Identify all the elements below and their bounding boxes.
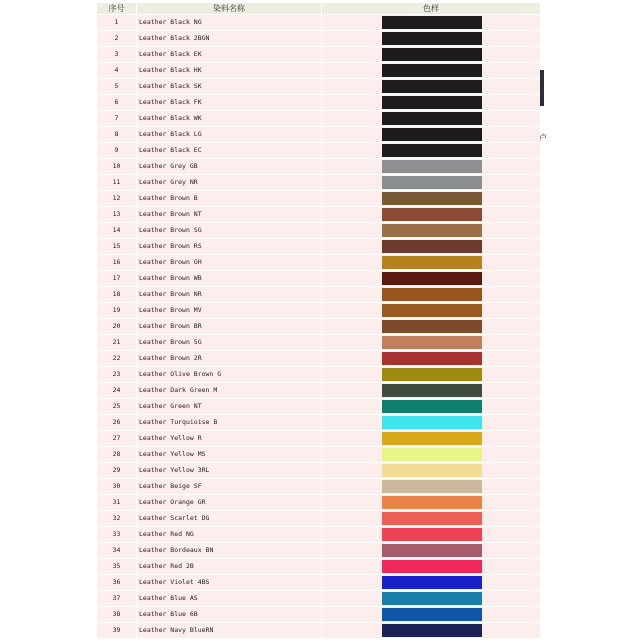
color-sample-cell: [322, 447, 541, 463]
table-row: [97, 575, 541, 591]
table-row: [97, 463, 541, 479]
color-swatch: [382, 112, 482, 125]
header-row: [97, 3, 541, 15]
color-swatch: [382, 176, 482, 189]
dye-name: Leather Yellow MS: [137, 447, 322, 463]
color-swatch: [382, 144, 482, 157]
color-sample-cell: [322, 495, 541, 511]
color-swatch: [382, 192, 482, 205]
row-number: 28: [97, 447, 137, 463]
table-row: [97, 15, 541, 31]
table-row: [97, 303, 541, 319]
table-row: [97, 143, 541, 159]
table-row: [97, 495, 541, 511]
table-row: [97, 111, 541, 127]
row-number: 25: [97, 399, 137, 415]
dye-name: Leather Yellow 3RL: [137, 463, 322, 479]
dye-name: Leather Brown B: [137, 191, 322, 207]
color-swatch: [382, 80, 482, 93]
color-sample-cell: [322, 271, 541, 287]
dye-name: Leather Violet 4BS: [137, 575, 322, 591]
row-number: 26: [97, 415, 137, 431]
dye-name: Leather Black HK: [137, 63, 322, 79]
color-swatch: [382, 400, 482, 413]
dye-name: Leather Brown 5G: [137, 335, 322, 351]
color-sample-cell: [322, 415, 541, 431]
dye-name: Leather Black EK: [137, 47, 322, 63]
row-number: 8: [97, 127, 137, 143]
color-swatch: [382, 576, 482, 589]
color-swatch: [382, 592, 482, 605]
table-row: [97, 479, 541, 495]
row-number: 10: [97, 159, 137, 175]
table-row: [97, 255, 541, 271]
header-dye-name: 染料名称: [137, 3, 322, 15]
table-row: [97, 623, 541, 639]
color-swatch: [382, 240, 482, 253]
table-row: [97, 63, 541, 79]
color-swatch: [382, 288, 482, 301]
table-row: [97, 175, 541, 191]
color-swatch: [382, 256, 482, 269]
dye-name: Leather Brown SG: [137, 223, 322, 239]
color-sample-cell: [322, 79, 541, 95]
color-sample-cell: [322, 367, 541, 383]
color-swatch: [382, 480, 482, 493]
color-swatch: [382, 128, 482, 141]
table-body: [97, 15, 541, 639]
table-row: [97, 543, 541, 559]
color-sample-cell: [322, 175, 541, 191]
row-number: 24: [97, 383, 137, 399]
dye-name: Leather Red 2B: [137, 559, 322, 575]
row-number: 22: [97, 351, 137, 367]
color-sample-cell: [322, 47, 541, 63]
color-sample-cell: [322, 383, 541, 399]
color-sample-cell: [322, 111, 541, 127]
row-number: 3: [97, 47, 137, 63]
row-number: 16: [97, 255, 137, 271]
color-sample-cell: [322, 607, 541, 623]
header-color-sample: 色样: [322, 3, 541, 15]
row-number: 32: [97, 511, 137, 527]
row-number: 39: [97, 623, 137, 639]
row-number: 2: [97, 31, 137, 47]
dye-name: Leather Navy BlueRN: [137, 623, 322, 639]
color-sample-cell: [322, 207, 541, 223]
color-sample-cell: [322, 287, 541, 303]
row-number: 21: [97, 335, 137, 351]
color-swatch: [382, 416, 482, 429]
dye-name: Leather Black SK: [137, 79, 322, 95]
color-sample-cell: [322, 255, 541, 271]
color-swatch: [382, 320, 482, 333]
color-swatch: [382, 368, 482, 381]
color-swatch: [382, 336, 482, 349]
row-number: 33: [97, 527, 137, 543]
color-sample-cell: [322, 527, 541, 543]
color-swatch: [382, 512, 482, 525]
row-number: 35: [97, 559, 137, 575]
table-row: [97, 319, 541, 335]
dye-name: Leather Bordeaux BN: [137, 543, 322, 559]
dye-name: Leather Black WK: [137, 111, 322, 127]
dye-color-table: [96, 2, 540, 639]
color-swatch: [382, 16, 482, 29]
table-row: [97, 351, 541, 367]
table-row: [97, 271, 541, 287]
dye-name: Leather Turquioise B: [137, 415, 322, 431]
color-swatch: [382, 48, 482, 61]
dye-name: Leather Brown GH: [137, 255, 322, 271]
table-row: [97, 127, 541, 143]
color-sample-cell: [322, 191, 541, 207]
color-swatch: [382, 208, 482, 221]
row-number: 13: [97, 207, 137, 223]
table-row: [97, 239, 541, 255]
color-sample-cell: [322, 143, 541, 159]
table-row: [97, 447, 541, 463]
color-swatch: [382, 528, 482, 541]
row-number: 1: [97, 15, 137, 31]
table-row: [97, 191, 541, 207]
cropped-edge-glyph: 卢: [539, 133, 547, 142]
color-sample-cell: [322, 127, 541, 143]
table-row: [97, 223, 541, 239]
row-number: 5: [97, 79, 137, 95]
table-row: [97, 159, 541, 175]
row-number: 30: [97, 479, 137, 495]
color-sample-cell: [322, 623, 541, 639]
color-swatch: [382, 224, 482, 237]
header-no: 序号: [97, 3, 137, 15]
color-sample-cell: [322, 31, 541, 47]
dye-name: Leather Blue 6B: [137, 607, 322, 623]
table-row: [97, 591, 541, 607]
dye-name: Leather Grey GB: [137, 159, 322, 175]
color-sample-cell: [322, 399, 541, 415]
color-swatch: [382, 496, 482, 509]
color-swatch: [382, 544, 482, 557]
color-sample-cell: [322, 591, 541, 607]
dye-name: Leather Black FK: [137, 95, 322, 111]
dye-name: Leather Brown NT: [137, 207, 322, 223]
dye-name: Leather Brown NR: [137, 287, 322, 303]
row-number: 6: [97, 95, 137, 111]
dye-name: Leather Black EC: [137, 143, 322, 159]
table-row: [97, 607, 541, 623]
table-row: [97, 559, 541, 575]
dye-name: Leather Yellow R: [137, 431, 322, 447]
table-row: [97, 415, 541, 431]
dye-name: Leather Olive Brown G: [137, 367, 322, 383]
row-number: 11: [97, 175, 137, 191]
color-swatch: [382, 560, 482, 573]
dye-table: [96, 2, 541, 639]
color-swatch: [382, 160, 482, 173]
row-number: 37: [97, 591, 137, 607]
color-sample-cell: [322, 351, 541, 367]
dye-name: Leather Blue AS: [137, 591, 322, 607]
color-sample-cell: [322, 95, 541, 111]
table-row: [97, 383, 541, 399]
color-swatch: [382, 272, 482, 285]
dye-name: Leather Brown RS: [137, 239, 322, 255]
color-swatch: [382, 432, 482, 445]
row-number: 29: [97, 463, 137, 479]
dye-name: Leather Beige SF: [137, 479, 322, 495]
table-row: [97, 511, 541, 527]
table-row: [97, 47, 541, 63]
table-row: [97, 207, 541, 223]
row-number: 12: [97, 191, 137, 207]
color-sample-cell: [322, 159, 541, 175]
color-sample-cell: [322, 335, 541, 351]
table-row: [97, 287, 541, 303]
dye-name: Leather Brown BR: [137, 319, 322, 335]
color-sample-cell: [322, 319, 541, 335]
color-sample-cell: [322, 463, 541, 479]
row-number: 4: [97, 63, 137, 79]
row-number: 17: [97, 271, 137, 287]
dye-name: Leather Brown 2R: [137, 351, 322, 367]
color-sample-cell: [322, 511, 541, 527]
table-row: [97, 399, 541, 415]
row-number: 7: [97, 111, 137, 127]
table-row: [97, 95, 541, 111]
dye-name: Leather Dark Green M: [137, 383, 322, 399]
color-sample-cell: [322, 575, 541, 591]
cropped-edge-element: [540, 70, 544, 106]
color-swatch: [382, 608, 482, 621]
color-swatch: [382, 96, 482, 109]
color-swatch: [382, 384, 482, 397]
row-number: 36: [97, 575, 137, 591]
dye-name: Leather Brown WB: [137, 271, 322, 287]
color-swatch: [382, 624, 482, 637]
color-swatch: [382, 352, 482, 365]
row-number: 15: [97, 239, 137, 255]
color-sample-cell: [322, 223, 541, 239]
dye-name: Leather Red NG: [137, 527, 322, 543]
color-swatch: [382, 304, 482, 317]
row-number: 20: [97, 319, 137, 335]
dye-name: Leather Scarlet DG: [137, 511, 322, 527]
color-sample-cell: [322, 15, 541, 31]
color-swatch: [382, 448, 482, 461]
color-sample-cell: [322, 431, 541, 447]
row-number: 23: [97, 367, 137, 383]
color-sample-cell: [322, 543, 541, 559]
color-sample-cell: [322, 559, 541, 575]
color-sample-cell: [322, 239, 541, 255]
table-row: [97, 31, 541, 47]
table-row: [97, 335, 541, 351]
dye-name: Leather Grey NR: [137, 175, 322, 191]
row-number: 27: [97, 431, 137, 447]
row-number: 19: [97, 303, 137, 319]
color-swatch: [382, 32, 482, 45]
row-number: 18: [97, 287, 137, 303]
color-sample-cell: [322, 479, 541, 495]
row-number: 34: [97, 543, 137, 559]
color-sample-cell: [322, 63, 541, 79]
dye-name: Leather Black 2BGN: [137, 31, 322, 47]
color-swatch: [382, 64, 482, 77]
table-row: [97, 431, 541, 447]
table-row: [97, 79, 541, 95]
color-sample-cell: [322, 303, 541, 319]
dye-name: Leather Black LG: [137, 127, 322, 143]
row-number: 38: [97, 607, 137, 623]
dye-name: Leather Green NT: [137, 399, 322, 415]
row-number: 14: [97, 223, 137, 239]
dye-name: Leather Orange GR: [137, 495, 322, 511]
table-row: [97, 367, 541, 383]
dye-name: Leather Black NG: [137, 15, 322, 31]
color-swatch: [382, 464, 482, 477]
row-number: 9: [97, 143, 137, 159]
dye-name: Leather Brown MV: [137, 303, 322, 319]
table-row: [97, 527, 541, 543]
row-number: 31: [97, 495, 137, 511]
